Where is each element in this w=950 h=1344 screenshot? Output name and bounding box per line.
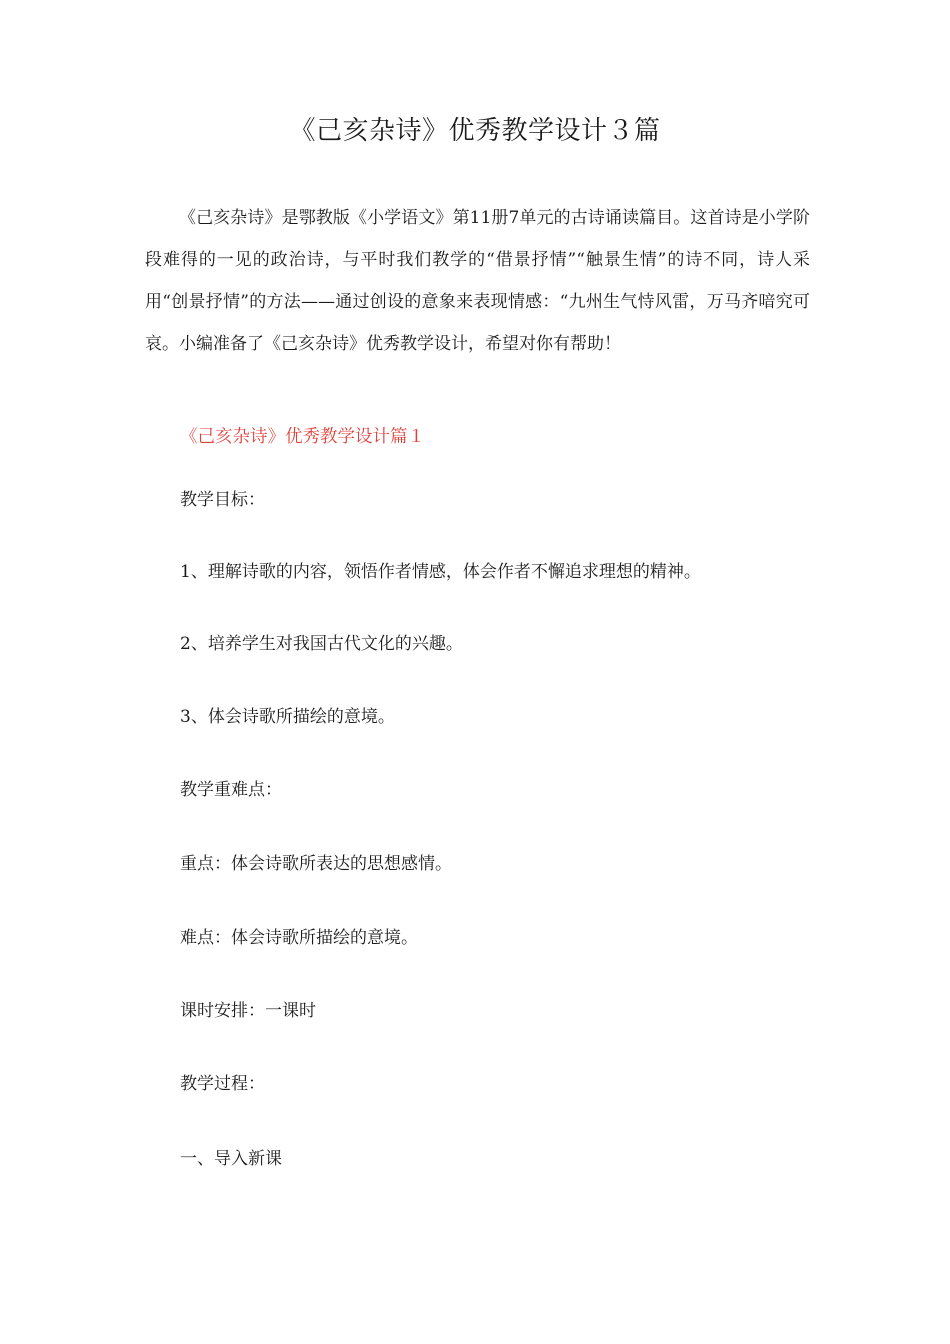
section-heading: 《己亥杂诗》优秀教学设计篇１ [180,427,425,447]
intro-paragraph: 《己亥杂诗》是鄂教版《小学语文》第11册7单元的古诗诵读篇目。这首诗是小学阶段难得的一见的政治诗，与平时我们教学的“借景抒情”“触景生情”的诗不同，诗人采用“创景抒情”的方法——通过创设的意象来表现情感：“九州生气恃风雷，万马齐喑究可哀。小编准备了《己亥杂诗》优秀教学设计，希望对你有帮助！ [145,208,810,354]
key-difficulties-heading: 教学重难点： [180,780,282,800]
class-schedule: 课时安排：一课时 [180,1001,316,1021]
step-1-heading: 一、导入新课 [180,1149,282,1169]
goal-item-1: 1、理解诗歌的内容，领悟作者情感，体会作者不懈追求理想的精神。 [180,562,701,582]
difficult-point: 难点：体会诗歌所描绘的意境。 [180,928,418,948]
teaching-goals-heading: 教学目标： [180,490,265,510]
document-title: 《己亥杂诗》优秀教学设计３篇 [289,116,661,146]
goal-item-3: 3、体会诗歌所描绘的意境。 [180,707,395,727]
teaching-process-heading: 教学过程： [180,1074,265,1094]
key-point: 重点：体会诗歌所表达的思想感情。 [180,854,452,874]
goal-item-2: 2、培养学生对我国古代文化的兴趣。 [180,634,463,654]
